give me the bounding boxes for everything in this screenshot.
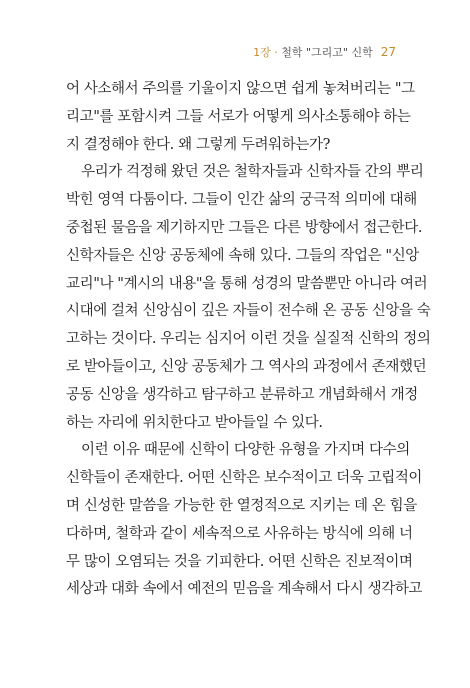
text-line: 우리가 걱정해 왔던 것은 철학자들과 신학자들 간의 뿌리: [81, 164, 424, 181]
text-line: 리고"를 포함시켜 그들 서로가 어떻게 의사소통해야 하는: [66, 108, 411, 125]
chapter-label: 1장 ·: [253, 46, 282, 59]
text-line: 하는 자리에 위치한다고 받아들일 수 있다.: [66, 414, 323, 431]
text-line: 로 받아들이고, 신앙 공동체가 그 역사의 과정에서 존재했던: [66, 358, 427, 375]
text-line: 무 많이 오염되는 것을 기피한다. 어떤 신학은 진보적이며: [66, 553, 413, 570]
running-header: [253, 45, 396, 60]
text-line: 지 결정해야 한다. 왜 그렇게 두려워하는가?: [66, 136, 330, 153]
text-line: 중첩된 물음을 제기하지만 그들은 다른 방향에서 접근한다.: [66, 219, 423, 236]
text-line: 박힌 영역 다툼이다. 그들이 인간 삶의 궁극적 의미에 대해: [66, 192, 417, 209]
text-line: 신학자들은 신앙 공동체에 속해 있다. 그들의 작업은 "신앙: [66, 247, 419, 264]
text-line: 어 사소해서 주의를 기울이지 않으면 쉽게 놓쳐버리는 "그: [66, 81, 415, 97]
text-line: 신학들이 존재한다. 어떤 신학은 보수적이고 더욱 고립적이: [66, 470, 423, 487]
body-text: [66, 76, 431, 604]
paragraph: [66, 159, 431, 437]
text-line: 공동 신앙을 생각하고 탐구하고 분류하고 개념화해서 개정: [66, 386, 418, 403]
text-line: 다하며, 철학과 같이 세속적으로 사유하는 방식에 의해 너: [66, 525, 413, 542]
paragraph: [66, 437, 423, 604]
text-line: 시대에 걸쳐 신앙심이 깊은 자들이 전수해 온 공동 신앙을 숙: [66, 303, 431, 320]
page-number: 27: [380, 45, 396, 59]
text-line: 세상과 대화 속에서 예전의 믿음을 계속해서 다시 생각하고: [66, 581, 423, 598]
chapter-title: 철학 "그리고" 신학: [281, 46, 373, 59]
text-line: 이런 이유 때문에 신학이 다양한 유형을 가지며 다수의: [81, 442, 410, 459]
paragraph: [66, 76, 415, 159]
text-line: 교리"나 "계시의 내용"을 통해 성경의 말씀뿐만 아니라 여러: [66, 275, 428, 292]
text-line: 고하는 것이다. 우리는 심지어 이런 것을 실질적 신학의 정의: [66, 331, 431, 348]
text-line: 며 신성한 말씀을 가능한 한 열정적으로 지키는 데 온 힘을: [66, 497, 417, 514]
